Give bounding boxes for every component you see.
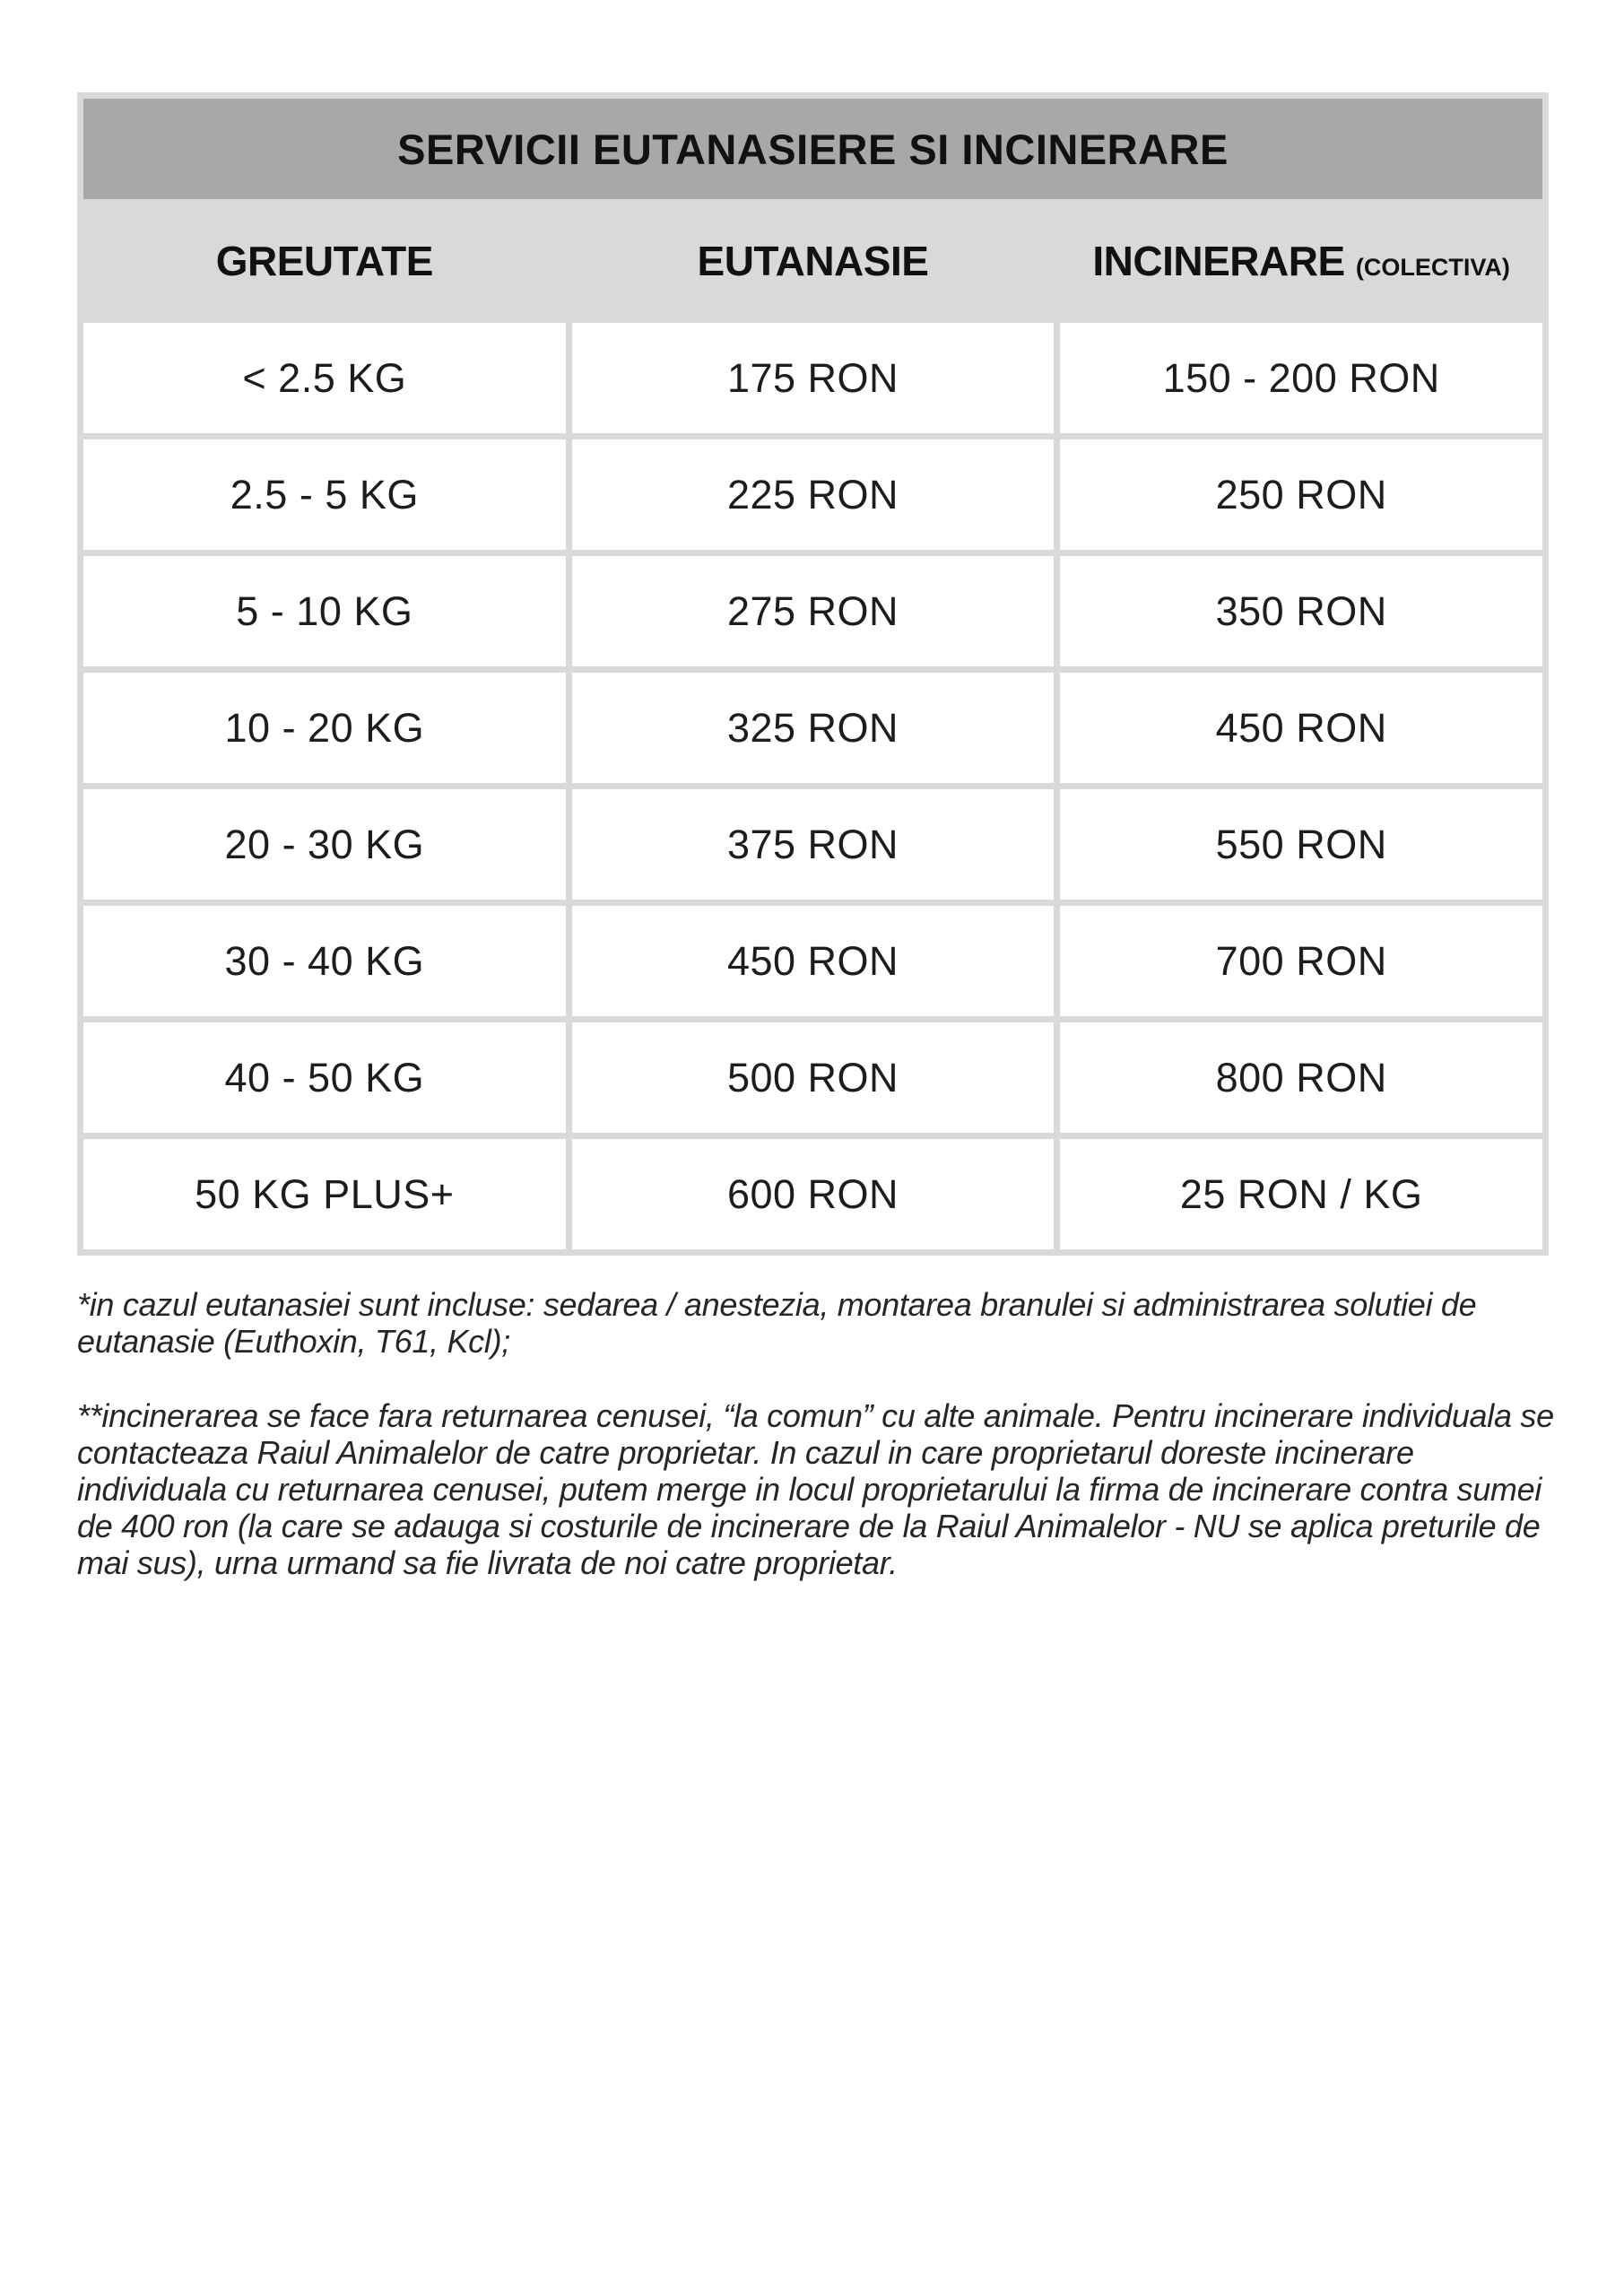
table-row — [81, 1020, 1546, 1136]
euthanasia-price-cell: 450 RON — [569, 903, 1057, 1020]
table-row — [81, 787, 1546, 903]
weight-cell: 5 - 10 KG — [81, 553, 569, 670]
incineration-price-cell: 150 - 200 RON — [1057, 320, 1546, 437]
table-row — [81, 553, 1546, 670]
euthanasia-price-cell: 325 RON — [569, 670, 1057, 787]
table-row — [81, 320, 1546, 437]
euthanasia-price-cell: 175 RON — [569, 320, 1057, 437]
table-header-row — [81, 203, 1546, 320]
table-row — [81, 1136, 1546, 1253]
weight-cell: < 2.5 KG — [81, 320, 569, 437]
euthanasia-price-cell: 225 RON — [569, 437, 1057, 553]
euthanasia-price-cell: 275 RON — [569, 553, 1057, 670]
weight-cell: 2.5 - 5 KG — [81, 437, 569, 553]
column-header-euthanasia: EUTANASIE — [569, 203, 1057, 320]
euthanasia-price-cell: 600 RON — [569, 1136, 1057, 1253]
footnote-incineration: **incinerarea se face fara returnarea cenusei, “la comun” cu alte animale. Pentru incinerare individuala se contacteaza Raiul Animalelor de catre proprietar. In cazul in care proprietarul doreste incinerare individuala cu returnarea cenusei, putem merge in locul proprietarului la firma de incinerare contra sumei de 400 ron (la care se adauga si costurile de incinerare de la Raiul Animalelor - NU se aplica preturile de mai sus), urna urmand sa fie livrata de noi catre proprietar. — [77, 1397, 1554, 1582]
table-title-row — [81, 96, 1546, 203]
incineration-price-cell: 550 RON — [1057, 787, 1546, 903]
column-header-incineration — [1057, 203, 1546, 320]
footnote-euthanasia: *in cazul eutanasiei sunt incluse: sedarea / anestezia, montarea branulei si administrarea solutiei de eutanasie (Euthoxin, T61, Kcl); — [77, 1286, 1477, 1361]
table-row — [81, 437, 1546, 553]
table-row — [81, 903, 1546, 1020]
weight-cell: 30 - 40 KG — [81, 903, 569, 1020]
weight-cell: 50 KG PLUS+ — [81, 1136, 569, 1253]
footnotes — [77, 1286, 1566, 1581]
column-header-weight: GREUTATE — [81, 203, 569, 320]
euthanasia-price-cell: 500 RON — [569, 1020, 1057, 1136]
table-title: SERVICII EUTANASIERE SI INCINERARE — [81, 96, 1546, 203]
incineration-price-cell: 700 RON — [1057, 903, 1546, 1020]
euthanasia-price-cell: 375 RON — [569, 787, 1057, 903]
table-row — [81, 670, 1546, 787]
incineration-price-cell: 350 RON — [1057, 553, 1546, 670]
weight-cell: 20 - 30 KG — [81, 787, 569, 903]
incineration-price-cell: 800 RON — [1057, 1020, 1546, 1136]
weight-cell: 40 - 50 KG — [81, 1020, 569, 1136]
column-header-incineration-label: INCINERARE — [1092, 238, 1345, 284]
incineration-price-cell: 450 RON — [1057, 670, 1546, 787]
weight-cell: 10 - 20 KG — [81, 670, 569, 787]
incineration-price-cell: 25 RON / KG — [1057, 1136, 1546, 1253]
column-header-incineration-qualifier: (COLECTIVA) — [1355, 254, 1510, 281]
incineration-price-cell: 250 RON — [1057, 437, 1546, 553]
pricing-table — [77, 92, 1549, 1256]
